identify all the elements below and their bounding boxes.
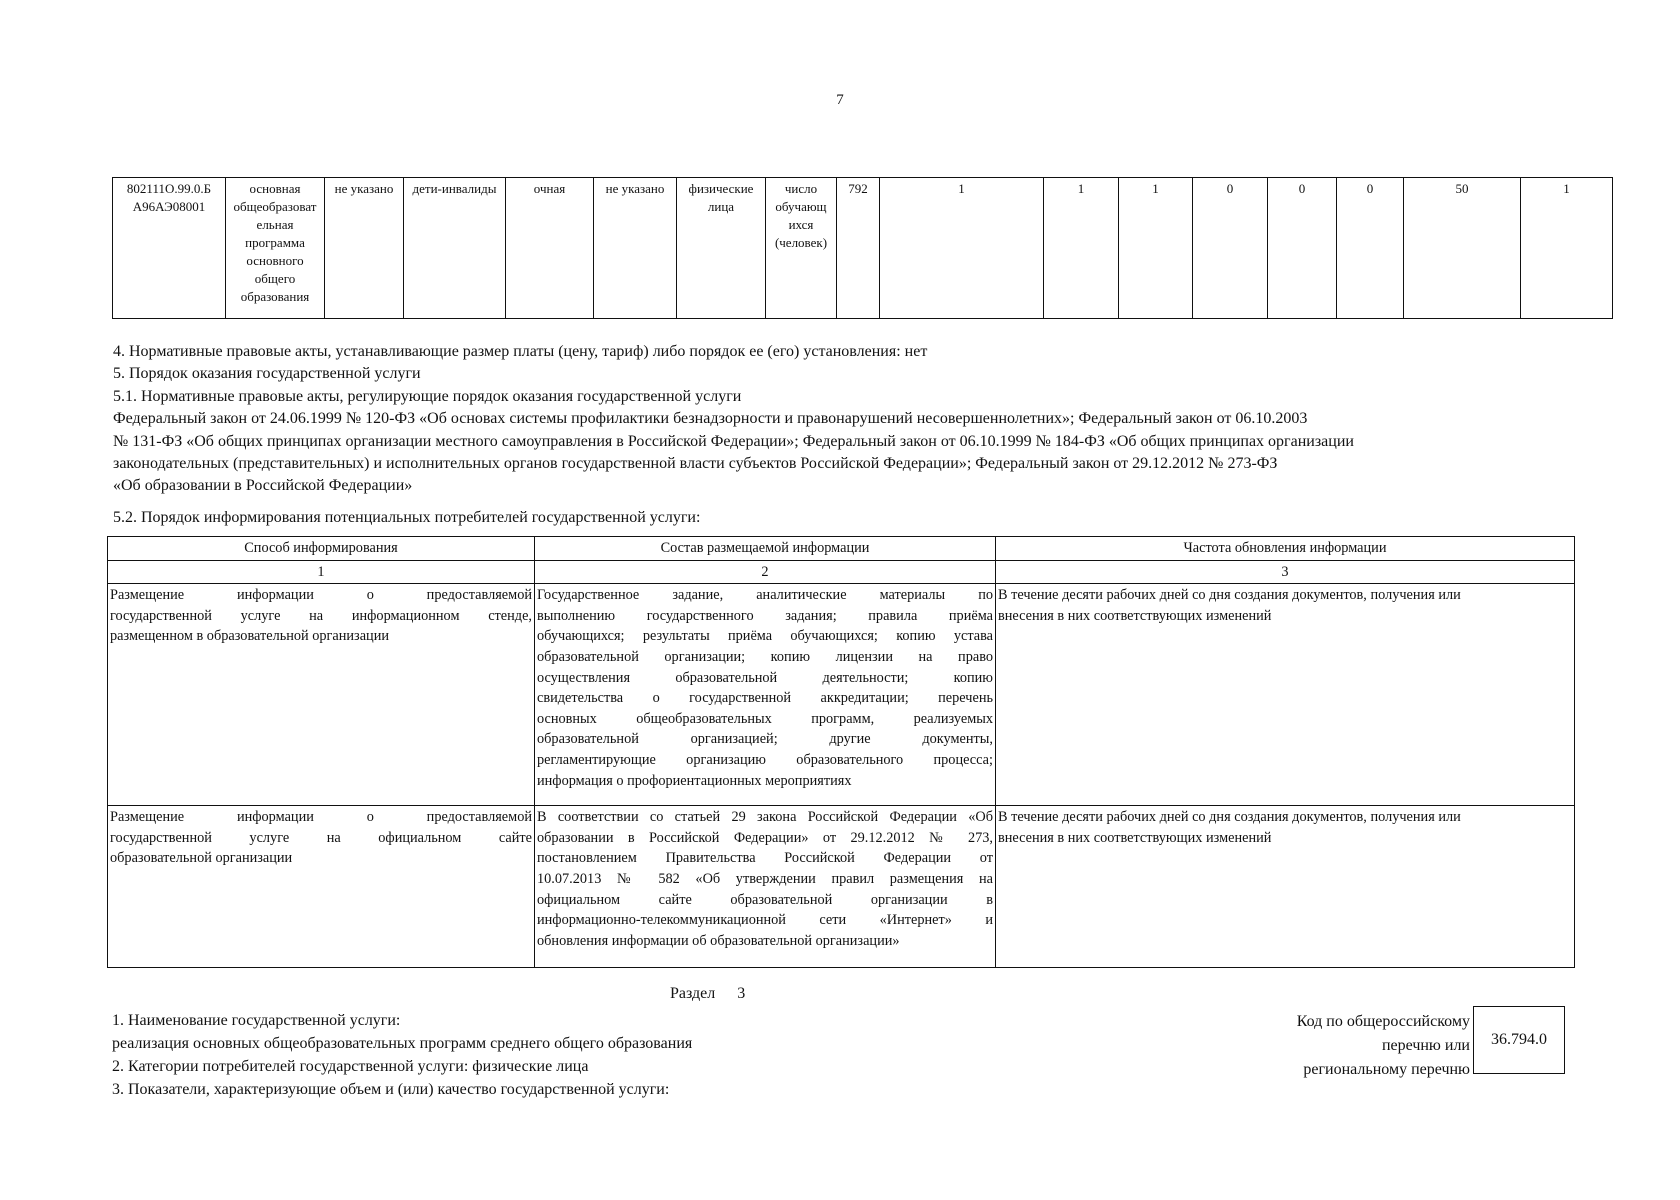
column-header: Способ информирования	[108, 537, 535, 561]
value-cell: 1	[1119, 178, 1193, 319]
okei-cell: 792	[837, 178, 880, 319]
value-cell: 0	[1337, 178, 1404, 319]
column-header: Частота обновления информации	[996, 537, 1575, 561]
paragraph: 5.1. Нормативные правовые акты, регулирующие порядок оказания государственной услуги	[113, 387, 742, 405]
method-cell: Размещение информации о предоставляемой государственной услуге на официальном сайте образовательной организации	[108, 806, 535, 968]
value-cell: 50	[1404, 178, 1521, 319]
frequency-cell: В течение десяти рабочих дней со дня создания документов, получения или внесения в них соответствующих изменений	[996, 806, 1575, 968]
registry-code-cell: 802111О.99.0.Б А96АЭ08001	[113, 178, 226, 319]
column-number: 2	[535, 560, 996, 584]
paragraph: законодательных (представительных) и исполнительных органов государственной власти субъектов Российской Федерации»; Федеральный закон от 29.12.2012 № 273-ФЗ	[113, 455, 1278, 473]
column-number-row	[108, 560, 1575, 584]
volume-indicator-table	[112, 177, 1613, 319]
table-header-row	[108, 537, 1575, 561]
section3-text	[112, 1009, 692, 1101]
program-cell: основная общеобразоват ельная программа основного общего образования	[226, 178, 325, 319]
page-number: 7	[836, 92, 844, 108]
method-cell: Размещение информации о предоставляемой государственной услуге на информационном стенде, размещенном в образовательной организации	[108, 584, 535, 806]
content-cell: Государственное задание, аналитические материалы по выполнению государственного задания; правила приёма обучающихся; результаты приёма обучающихся; копию устава образовательной организации; копию лицензии на право осуществления образовательной деятельности; копию свидетельства о государственной аккредитации; перечень основных общеобразовательных программ, реализуемых образовательной организацией; другие документы, регламентирующие организацию образовательного процесса; информация о профориентационных мероприятиях	[535, 584, 996, 806]
paragraph: № 131-ФЗ «Об общих принципах организации местного самоуправления в Российской Федерации»; Федеральный закон от 06.10.1999 № 184-ФЗ «Об общих принципах организации	[113, 432, 1354, 450]
registry-code-label: Код по общероссийскому перечню или региональному перечню	[1296, 1013, 1470, 1078]
frequency-cell: В течение десяти рабочих дней со дня создания документов, получения или внесения в них соответствующих изменений	[996, 584, 1575, 806]
regulations-text	[113, 341, 1573, 498]
paragraph: 3. Показатели, характеризующие объем и (или) качество государственной услуги:	[112, 1081, 670, 1098]
col7-cell: физические лица	[677, 178, 766, 319]
table-row	[108, 806, 1575, 968]
value-cell: 0	[1268, 178, 1337, 319]
paragraph: 2. Категории потребителей государственной услуги: физические лица	[112, 1058, 589, 1075]
table-row	[108, 584, 1575, 806]
informing-table	[107, 536, 1575, 968]
section-label	[670, 985, 745, 1003]
paragraph: 5. Порядок оказания государственной услуги	[113, 365, 421, 383]
col6-cell: не указано	[594, 178, 677, 319]
registry-code-box: 36.794.0	[1473, 1006, 1565, 1074]
value-cell: 1	[880, 178, 1044, 319]
value-cell: 1	[1044, 178, 1119, 319]
col3-cell: не указано	[325, 178, 404, 319]
paragraph: реализация основных общеобразовательных программ среднего общего образования	[112, 1035, 693, 1052]
form-cell: очная	[506, 178, 594, 319]
column-number: 3	[996, 560, 1575, 584]
value-cell: 1	[1521, 178, 1613, 319]
consumer-category-cell: дети-инвалиды	[404, 178, 506, 319]
paragraph: «Об образовании в Российской Федерации»	[113, 477, 413, 495]
unit-cell: число обучающ ихся (человек)	[766, 178, 837, 319]
column-number: 1	[108, 560, 535, 584]
section-number: 3	[737, 985, 746, 1002]
indicator-row	[113, 178, 1613, 319]
paragraph: Федеральный закон от 24.06.1999 № 120-ФЗ «Об основах системы профилактики безнадзорности и правонарушений несовершеннолетних»; Федеральный закон от 06.10.2003	[113, 410, 1308, 428]
paragraph: 1. Наименование государственной услуги:	[112, 1012, 401, 1029]
column-header: Состав размещаемой информации	[535, 537, 996, 561]
content-cell: В соответствии со статьей 29 закона Российской Федерации «Об образовании в Российской Федерации» от 29.12.2012 № 273, постановлением Правительства Российской Федерации от 10.07.2013 № 582 «Об утверждении правил размещения на официальном сайте образовательной организации в информационно-телекоммуникационной сети «Интернет» и обновления информации об образовательной организации»	[535, 806, 996, 968]
section-heading: 5.2. Порядок информирования потенциальных потребителей государственной услуги:	[113, 509, 701, 526]
paragraph: 4. Нормативные правовые акты, устанавливающие размер платы (цену, тариф) либо порядок ее (его) установления: нет	[113, 343, 928, 360]
value-cell: 0	[1193, 178, 1268, 319]
section-word: Раздел	[670, 985, 716, 1002]
